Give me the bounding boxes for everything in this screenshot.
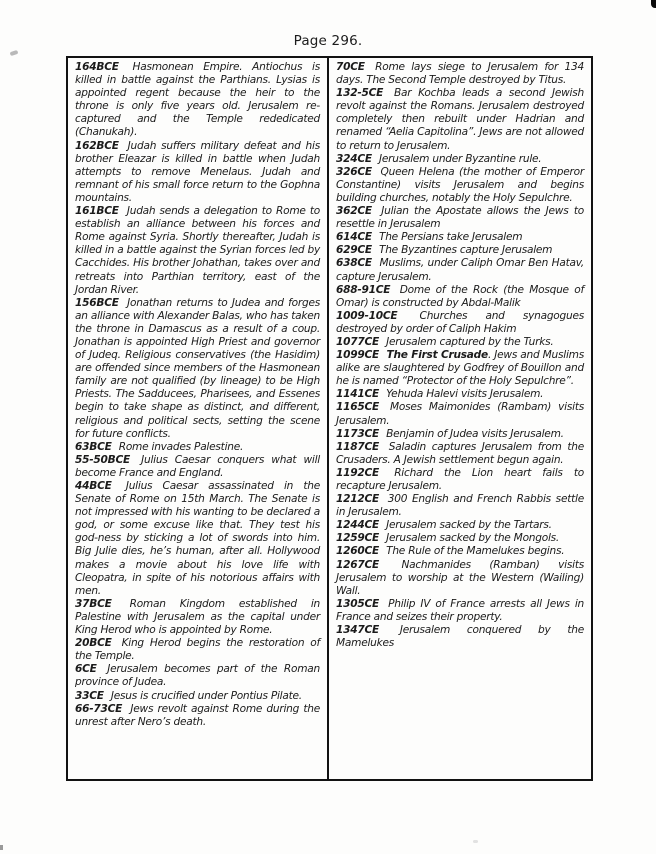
timeline-entries-right	[336, 61, 584, 773]
entry-date: 1267CE	[336, 558, 379, 571]
timeline-entry: 1244CE Jerusalem sacked by the Tartars.	[336, 519, 552, 532]
entry-date: 638CE	[336, 257, 372, 270]
timeline-entry: 1187CE Saladin captures Jerusalem from the Crusaders. A Jewish settlement begun again.	[336, 440, 584, 466]
entry-date: 66-73CE	[75, 702, 123, 715]
entry-date: 55-50BCE	[75, 453, 130, 466]
entry-date: 6CE	[75, 663, 97, 676]
entry-date: 156BCE	[75, 296, 119, 309]
entry-date: 1212CE	[336, 493, 379, 506]
entry-date: 1165CE	[336, 401, 379, 414]
timeline-entry: 1141CE Yehuda Halevi visits Jerusalem.	[336, 388, 544, 401]
page-number: Page 296.	[293, 33, 363, 49]
timeline-entry: 1192CE Richard the Lion heart fails to recapture Jerusalem.	[336, 466, 584, 492]
timeline-entry: 324CE Jerusalem under Byzantine rule.	[336, 152, 542, 165]
timeline-entry: 688-91CE Dome of the Rock (the Mosque of Omar) is constructed by Abdal-Malik	[336, 283, 584, 309]
timeline-entry: 63BCE Rome invades Palestine.	[75, 440, 244, 453]
entry-date: 37BCE	[75, 597, 112, 610]
timeline-entry: 66-73CE Jews revolt against Rome during the unrest after Nero’s death.	[75, 702, 320, 728]
timeline-entries-left	[75, 61, 320, 773]
timeline-entry: 162BCE Judah suffers military defeat and his brother Eleazar is killed in battle when Judah attempts to remove Menelaus. Judah and remnant of his small force return to the Gophna mountains.	[75, 139, 320, 204]
timeline-entry: 1305CE Philip IV of France arrests all Jews in France and seizes their property.	[336, 597, 584, 623]
timeline-entry: 132-5CE Bar Kochba leads a second Jewish revolt against the Romans. Jerusalem destroyed completely then rebuilt under Hadrian and renamed “Aelia Capitolina”. Jews are not allowed to return to Jerusalem.	[336, 87, 584, 152]
entry-date: 161BCE	[75, 205, 119, 218]
entry-date: 1173CE	[336, 427, 379, 440]
entry-date: 324CE	[336, 152, 372, 165]
timeline-entry: 326CE Queen Helena (the mother of Emperor Constantine) visits Jerusalem and begins building churches, notably the Holy Sepulchre.	[336, 165, 584, 204]
entry-date: 70CE	[336, 61, 365, 73]
entry-date: 1077CE	[336, 335, 379, 348]
timeline-entry: 164BCE Hasmonean Empire. Antiochus is killed in battle against the Parthians. Lysias is appointed regent because the heir to the throne is only five years old. Jerusalem re-captured and the Temple rededicated (Chanukah).	[75, 61, 320, 139]
timeline-entry: 614CE The Persians take Jerusalem	[336, 231, 523, 244]
timeline-entry: 44BCE Julius Caesar assassinated in the Senate of Rome on 15th March. The Senate is not impressed with his wanting to be declared a god, or some excuse like that. They test his god-ness by sticking a lot of swords into him. Big Julie dies, he’s human, after all. Hollywood makes a movie about his love life with Cleopatra, in spite of his notorious affairs with men.	[75, 480, 320, 597]
timeline-entry: 70CE Rome lays siege to Jerusalem for 134 days. The Second Temple destroyed by Titus.	[336, 61, 584, 87]
entry-date: 20BCE	[75, 637, 112, 650]
entry-date: 1099CE	[336, 349, 379, 362]
entry-date: 132-5CE	[336, 87, 384, 100]
entry-date: 44BCE	[75, 480, 112, 492]
entry-date: 362CE	[336, 205, 372, 218]
entry-date: 326CE	[336, 165, 372, 178]
timeline-entry: 1165CE Moses Maimonides (Rambam) visits Jerusalem.	[336, 401, 584, 427]
timeline-entry: 1173CE Benjamin of Judea visits Jerusalem.	[336, 427, 564, 440]
timeline-entry: 20BCE King Herod begins the restoration of the Temple.	[75, 637, 320, 663]
entry-date: 614CE	[336, 231, 372, 244]
entry-bold-phrase: The First Crusade	[383, 349, 488, 362]
timeline-table	[66, 56, 593, 781]
entry-date: 33CE	[75, 689, 104, 702]
timeline-entry: 1259CE Jerusalem sacked by the Mongols.	[336, 532, 560, 545]
entry-date: 1260CE	[336, 545, 379, 558]
timeline-entry: 6CE Jerusalem becomes part of the Roman province of Judea.	[75, 663, 320, 689]
timeline-entry: 362CE Julian the Apostate allows the Jews to resettle in Jerusalem	[336, 205, 584, 231]
entry-date: 1141CE	[336, 388, 379, 401]
timeline-entry: 37BCE Roman Kingdom established in Palestine with Jerusalem as the capital under King Herod who is appointed by Rome.	[75, 597, 320, 637]
timeline-entry: 1099CE The First Crusade. Jews and Muslims alike are slaughtered by Godfrey of Bouillon and he is named “Protector of the Holy Sepulchre”.	[336, 349, 585, 388]
scan-artifact-bottom-left	[0, 845, 3, 850]
timeline-entry: 1347CE Jerusalem conquered by the Mamelukes	[336, 624, 584, 650]
entry-date: 164BCE	[75, 61, 119, 73]
timeline-entry: 55-50BCE Julius Caesar conquers what will become France and England.	[75, 453, 320, 479]
timeline-entry: 638CE Muslims, under Caliph Omar Ben Hatav, capture Jerusalem.	[336, 257, 584, 283]
timeline-entry: 1267CE Nachmanides (Ramban) visits Jerusalem to worship at the Western (Wailing) Wall.	[336, 558, 584, 597]
timeline-entry: 629CE The Byzantines capture Jerusalem	[336, 244, 553, 257]
scan-artifact-top-right	[651, 0, 656, 8]
scan-artifact-left-margin	[10, 50, 19, 56]
entry-date: 1187CE	[336, 440, 379, 453]
entry-date: 688-91CE	[336, 283, 391, 296]
timeline-entry: 1212CE 300 English and French Rabbis settle in Jerusalem.	[336, 493, 584, 519]
timeline-entry: 33CE Jesus is crucified under Pontius Pilate.	[75, 689, 302, 702]
timeline-column-right	[328, 57, 592, 780]
timeline-column-left	[67, 57, 328, 780]
entry-date: 1259CE	[336, 532, 379, 545]
entry-date: 629CE	[336, 244, 372, 257]
entry-date: 1192CE	[336, 466, 379, 479]
timeline-entry: 161BCE Judah sends a delegation to Rome to establish an alliance between his forces and Rome against Syria. Shortly thereafter, Judah is killed in a battle against the Syrian forces led by Cacchides. His brother Johathan, takes over and retreats into Parthian territory, east of the Jordan River.	[75, 205, 320, 296]
entry-date: 63BCE	[75, 440, 112, 453]
timeline-entry: 1260CE The Rule of the Mamelukes begins.	[336, 545, 565, 558]
entry-date: 1347CE	[336, 624, 379, 637]
timeline-entry: 156BCE Jonathan returns to Judea and forges an alliance with Alexander Balas, who has taken the throne in Damascus as a result of a coup. Jonathan is appointed High Priest and governor of Judeq. Religious conservatives (the Hasidim) are offended since members of the Hasmonean family are not qualified (by lineage) to be High Priests. The Sadducees, Pharisees, and Essenes begin to take shape as distinct, and different, religious and political sects, setting the scene for future conflicts.	[75, 296, 320, 440]
scan-artifact-bottom-faint	[473, 840, 478, 843]
entry-date: 1305CE	[336, 597, 379, 610]
entry-date: 1009-10CE	[336, 309, 398, 322]
timeline-entry: 1077CE Jerusalem captured by the Turks.	[336, 335, 554, 348]
entry-date: 1244CE	[336, 519, 379, 532]
timeline-entry: 1009-10CE Churches and synagogues destroyed by order of Caliph Hakim	[336, 309, 584, 335]
entry-date: 162BCE	[75, 139, 119, 152]
